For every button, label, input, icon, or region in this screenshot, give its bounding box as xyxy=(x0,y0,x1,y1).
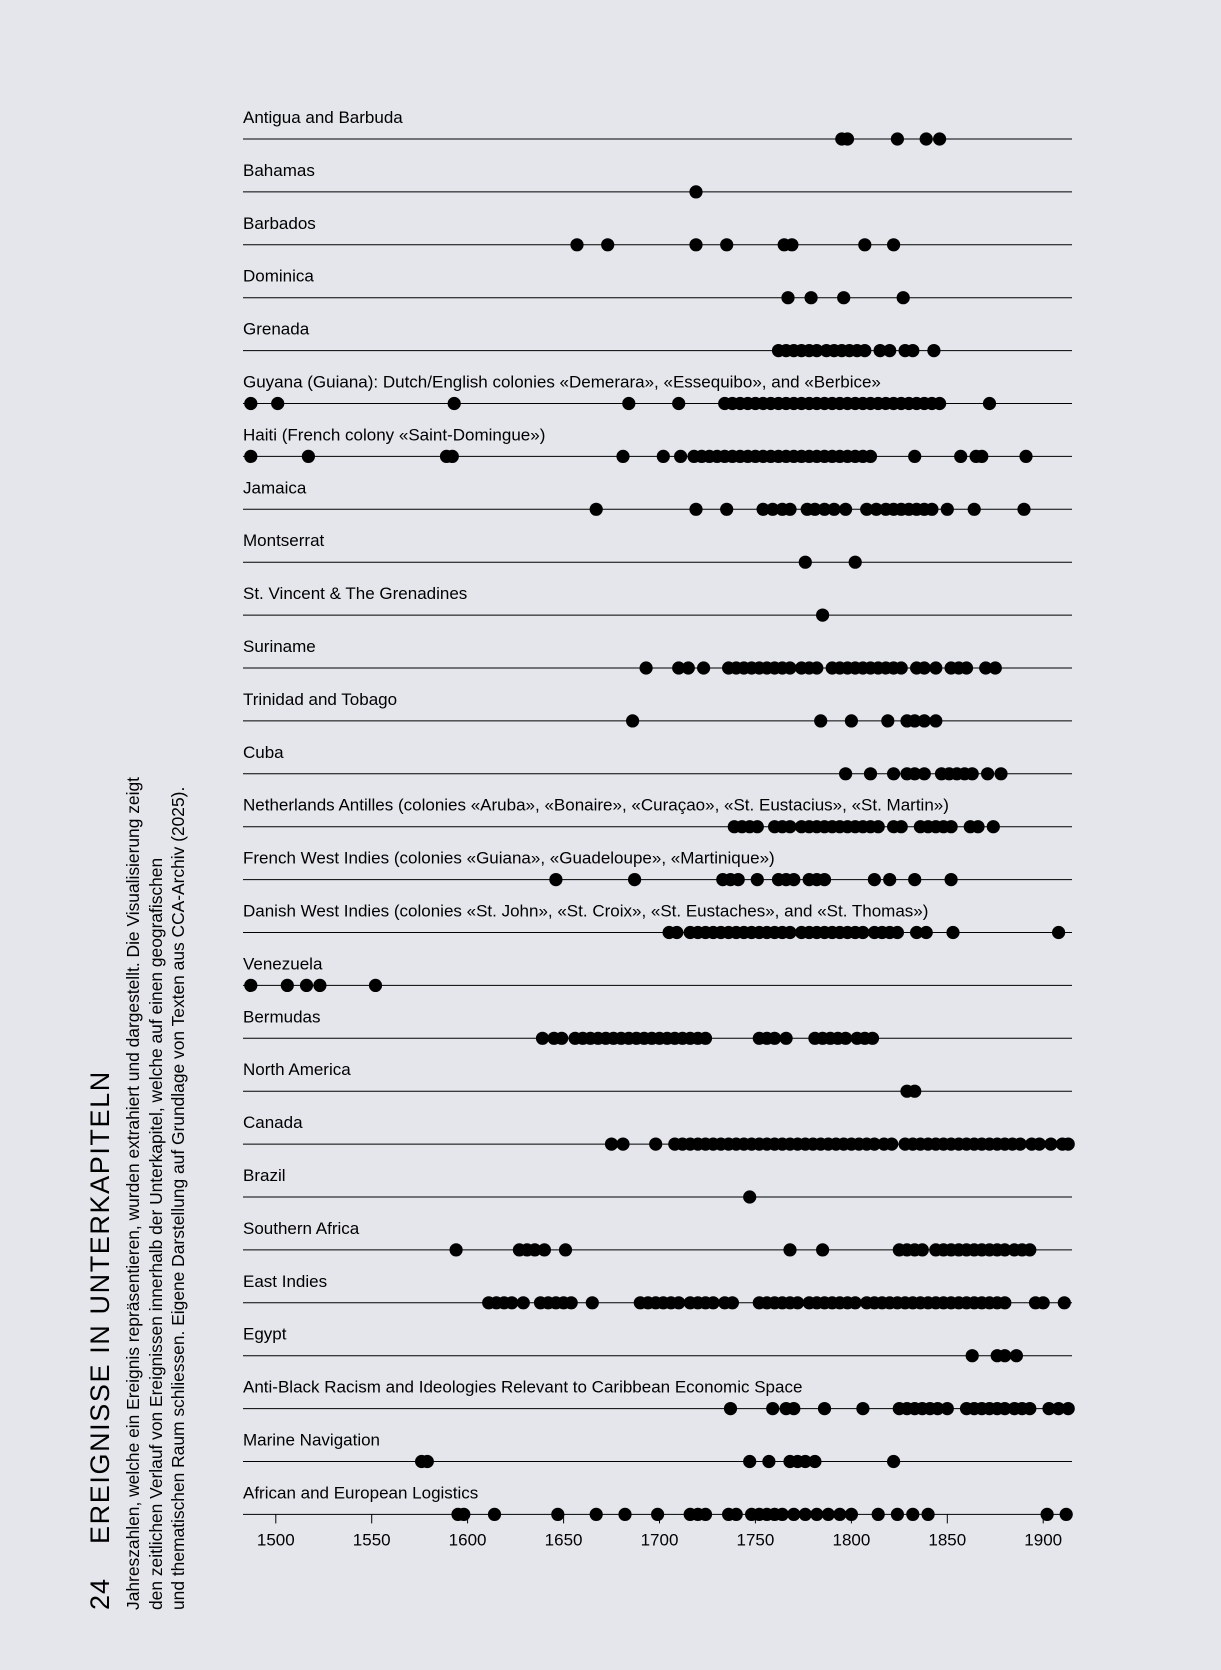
series-label: Danish West Indies (colonies «St. John», «St. Croix», «St. Eustaches», and «St. Thomas») xyxy=(243,901,929,921)
event-point xyxy=(891,926,904,939)
event-point xyxy=(628,873,641,886)
series-label: Guyana (Guiana): Dutch/English colonies «Demerara», «Essequibo», and «Berbice» xyxy=(243,372,881,392)
event-point xyxy=(954,450,967,463)
event-point xyxy=(808,1455,821,1468)
event-point xyxy=(781,291,794,304)
series-row xyxy=(243,1378,1075,1416)
event-point xyxy=(845,714,858,727)
event-point xyxy=(559,1243,572,1256)
event-point xyxy=(908,873,921,886)
x-tick-label: 1800 xyxy=(832,1530,871,1550)
event-point xyxy=(887,1455,900,1468)
series-row xyxy=(243,637,1072,675)
event-point xyxy=(787,1402,800,1415)
event-point xyxy=(300,979,313,992)
event-point xyxy=(244,397,257,410)
event-point xyxy=(783,926,796,939)
event-point xyxy=(960,661,973,674)
event-point xyxy=(783,661,796,674)
event-point xyxy=(872,820,885,833)
caption-line-1: Jahreszahlen, welche ein Ereignis repräsentieren, wurden extrahiert und dargestellt. Die Visualisierung zeigt xyxy=(123,777,143,1610)
series-row xyxy=(243,1060,1072,1098)
event-point xyxy=(616,450,629,463)
event-point xyxy=(281,979,294,992)
event-point xyxy=(457,1508,470,1521)
event-point xyxy=(590,1508,603,1521)
event-point xyxy=(922,1508,935,1521)
event-point xyxy=(918,714,931,727)
series-label: Bahamas xyxy=(243,160,315,180)
series-row xyxy=(243,849,1072,887)
event-point xyxy=(626,714,639,727)
event-point xyxy=(864,767,877,780)
event-point xyxy=(818,1402,831,1415)
event-point xyxy=(872,1508,885,1521)
event-point xyxy=(966,1349,979,1362)
event-point xyxy=(783,503,796,516)
event-point xyxy=(605,1138,618,1151)
event-point xyxy=(1010,1349,1023,1362)
series-label: Anti-Black Racism and Ideologies Relevant to Caribbean Economic Space xyxy=(243,1377,803,1397)
event-point xyxy=(1023,1243,1036,1256)
event-point xyxy=(787,1508,800,1521)
event-point xyxy=(945,820,958,833)
event-point xyxy=(897,291,910,304)
event-point xyxy=(908,1085,921,1098)
event-point xyxy=(822,1508,835,1521)
series-row xyxy=(243,478,1072,516)
event-point xyxy=(866,1032,879,1045)
event-point xyxy=(989,661,1002,674)
event-point xyxy=(906,1508,919,1521)
event-point xyxy=(555,1032,568,1045)
event-point xyxy=(918,767,931,780)
event-point xyxy=(941,1402,954,1415)
event-point xyxy=(858,344,871,357)
event-point xyxy=(887,238,900,251)
event-point xyxy=(517,1296,530,1309)
event-point xyxy=(987,820,1000,833)
event-point xyxy=(891,132,904,145)
series-label: Montserrat xyxy=(243,531,325,551)
event-point xyxy=(689,503,702,516)
event-point xyxy=(446,450,459,463)
event-point xyxy=(908,450,921,463)
event-point xyxy=(448,397,461,410)
event-point xyxy=(751,873,764,886)
series-label: Venezuela xyxy=(243,954,323,974)
event-point xyxy=(565,1296,578,1309)
event-point xyxy=(1062,1138,1075,1151)
event-point xyxy=(920,926,933,939)
series-row xyxy=(243,584,1072,622)
x-tick-label: 1650 xyxy=(544,1530,583,1550)
event-point xyxy=(816,609,829,622)
event-point xyxy=(1017,503,1030,516)
section-title: EREIGNISSE IN UNTERKAPITELN xyxy=(85,1070,115,1544)
event-point xyxy=(839,503,852,516)
event-point xyxy=(966,767,979,780)
event-point xyxy=(891,1508,904,1521)
event-point xyxy=(941,503,954,516)
event-point xyxy=(885,1138,898,1151)
series-label: Netherlands Antilles (colonies «Aruba», «Bonaire», «Curaçao», «St. Eustacius», «St. Martin») xyxy=(243,795,949,815)
event-point xyxy=(682,661,695,674)
x-tick-label: 1850 xyxy=(928,1530,967,1550)
event-point xyxy=(699,1032,712,1045)
series-row xyxy=(243,214,1072,252)
event-point xyxy=(536,1032,549,1045)
event-point xyxy=(883,873,896,886)
series-label: East Indies xyxy=(243,1271,328,1291)
event-point xyxy=(720,238,733,251)
event-point xyxy=(505,1296,518,1309)
event-point xyxy=(450,1243,463,1256)
event-point xyxy=(601,238,614,251)
series-row xyxy=(243,1483,1073,1521)
event-point xyxy=(689,185,702,198)
series-label: Suriname xyxy=(243,637,316,656)
event-point xyxy=(856,1402,869,1415)
event-point xyxy=(421,1455,434,1468)
event-point xyxy=(551,1508,564,1521)
series-label: Bermudas xyxy=(243,1007,321,1027)
series-row xyxy=(243,425,1072,463)
event-point xyxy=(981,767,994,780)
series-row xyxy=(243,108,1072,146)
event-point xyxy=(672,397,685,410)
event-point xyxy=(622,397,635,410)
event-point xyxy=(488,1508,501,1521)
event-point xyxy=(726,1296,739,1309)
series-row xyxy=(243,796,1072,834)
x-tick-label: 1900 xyxy=(1024,1530,1063,1550)
series-row xyxy=(243,1272,1072,1310)
event-point xyxy=(1023,1402,1036,1415)
event-point xyxy=(657,450,670,463)
series-row xyxy=(243,373,1072,411)
caption-line-2: den zeitlichen Verlauf von Ereignissen innerhalb der Unterkapitel, welche auf einen geografischen xyxy=(145,857,166,1610)
event-point xyxy=(649,1138,662,1151)
series-label: Haiti (French colony «Saint-Domingue») xyxy=(243,425,546,445)
event-point xyxy=(945,873,958,886)
series-label: Cuba xyxy=(243,742,284,762)
event-point xyxy=(743,1190,756,1203)
event-point xyxy=(766,1402,779,1415)
series-label: St. Vincent & The Grenadines xyxy=(243,584,468,604)
event-point xyxy=(983,397,996,410)
event-point xyxy=(1037,1296,1050,1309)
series-label: Jamaica xyxy=(243,478,307,498)
event-point xyxy=(868,873,881,886)
series-label: Trinidad and Tobago xyxy=(243,689,398,709)
series-label: Dominica xyxy=(243,266,314,286)
event-point xyxy=(895,820,908,833)
event-point xyxy=(933,397,946,410)
side-caption-block xyxy=(85,610,190,1610)
event-point xyxy=(839,1032,852,1045)
series-row xyxy=(243,1431,1072,1469)
event-point xyxy=(549,873,562,886)
x-tick-label: 1550 xyxy=(352,1530,391,1550)
event-point xyxy=(998,1296,1011,1309)
event-point xyxy=(883,344,896,357)
event-point xyxy=(244,979,257,992)
event-point xyxy=(933,132,946,145)
event-point xyxy=(640,661,653,674)
series-row xyxy=(243,267,1072,305)
event-point xyxy=(674,450,687,463)
event-point xyxy=(1060,1508,1073,1521)
series-label: Antigua and Barbuda xyxy=(243,108,403,127)
series-row xyxy=(243,320,1072,358)
series-row xyxy=(243,1113,1075,1151)
event-point xyxy=(313,979,326,992)
event-point xyxy=(570,238,583,251)
event-point xyxy=(856,926,869,939)
series-row xyxy=(243,1007,1072,1045)
series-label: Marine Navigation xyxy=(243,1430,381,1450)
series-row xyxy=(243,1325,1072,1363)
event-point xyxy=(810,1508,823,1521)
event-point xyxy=(816,1243,829,1256)
event-point xyxy=(586,1296,599,1309)
figure-caption xyxy=(122,610,190,1610)
event-point xyxy=(864,450,877,463)
event-point xyxy=(707,1296,720,1309)
series-row xyxy=(243,531,1072,569)
series-label: Southern Africa xyxy=(243,1218,360,1238)
event-point xyxy=(791,1296,804,1309)
event-point xyxy=(697,661,710,674)
event-point xyxy=(971,820,984,833)
event-point xyxy=(828,503,841,516)
series-label: Grenada xyxy=(243,319,310,339)
event-point xyxy=(672,1296,685,1309)
event-point xyxy=(751,820,764,833)
event-point xyxy=(920,132,933,145)
event-point xyxy=(918,661,931,674)
event-point xyxy=(699,1508,712,1521)
event-point xyxy=(618,1508,631,1521)
event-point xyxy=(895,661,908,674)
event-point xyxy=(1058,1296,1071,1309)
event-point xyxy=(833,1508,846,1521)
event-point xyxy=(1014,1138,1027,1151)
series-row xyxy=(243,161,1072,199)
event-point xyxy=(799,556,812,569)
event-point xyxy=(837,291,850,304)
event-point xyxy=(841,132,854,145)
event-point xyxy=(994,767,1007,780)
series-row xyxy=(243,690,1072,728)
event-point xyxy=(818,873,831,886)
event-point xyxy=(590,503,603,516)
event-point xyxy=(968,503,981,516)
event-point xyxy=(925,503,938,516)
event-point xyxy=(975,450,988,463)
event-point xyxy=(768,1032,781,1045)
x-tick-label: 1600 xyxy=(448,1530,487,1550)
event-point xyxy=(849,1296,862,1309)
event-point xyxy=(1019,450,1032,463)
event-point xyxy=(916,1243,929,1256)
event-point xyxy=(929,714,942,727)
event-point xyxy=(732,873,745,886)
event-point xyxy=(783,1243,796,1256)
event-point xyxy=(302,450,315,463)
event-point xyxy=(927,344,940,357)
series-row xyxy=(243,1219,1072,1257)
event-point xyxy=(724,1402,737,1415)
event-point xyxy=(1041,1508,1054,1521)
event-point xyxy=(849,556,862,569)
event-point xyxy=(730,1508,743,1521)
event-point xyxy=(839,767,852,780)
series-label: French West Indies (colonies «Guiana», «Guadeloupe», «Martinique») xyxy=(243,848,775,868)
series-label: Brazil xyxy=(243,1166,286,1185)
event-point xyxy=(743,1455,756,1468)
event-point xyxy=(887,767,900,780)
series-row xyxy=(243,902,1072,940)
event-point xyxy=(787,873,800,886)
event-point xyxy=(369,979,382,992)
event-point xyxy=(906,344,919,357)
page-number: 24 xyxy=(85,1577,115,1610)
event-point xyxy=(776,1508,789,1521)
event-point xyxy=(762,1455,775,1468)
event-point xyxy=(1033,1138,1046,1151)
series-label: African and European Logistics xyxy=(243,1483,479,1503)
event-point xyxy=(858,238,871,251)
event-point xyxy=(783,820,796,833)
series-row xyxy=(243,954,1072,992)
event-point xyxy=(244,450,257,463)
event-point xyxy=(651,1508,664,1521)
x-tick-label: 1700 xyxy=(640,1530,679,1550)
series-label: Egypt xyxy=(243,1324,287,1344)
event-point xyxy=(785,238,798,251)
event-point xyxy=(616,1138,629,1151)
event-point xyxy=(271,397,284,410)
event-point xyxy=(814,714,827,727)
caption-line-3: und thematischen Raum schliessen. Eigene Darstellung auf Grundlage von Texten aus CCA-Archiv (2025). xyxy=(168,786,188,1610)
x-tick-label: 1500 xyxy=(256,1530,295,1550)
event-point xyxy=(881,714,894,727)
event-point xyxy=(810,661,823,674)
series-label: North America xyxy=(243,1060,351,1080)
event-point xyxy=(689,238,702,251)
series-label: Barbados xyxy=(243,213,316,233)
event-point xyxy=(799,1508,812,1521)
event-point xyxy=(720,503,733,516)
x-axis xyxy=(257,1514,1062,1549)
series-row xyxy=(243,1166,1072,1204)
event-point xyxy=(1062,1402,1075,1415)
heading xyxy=(85,610,116,1610)
event-point xyxy=(1044,1138,1057,1151)
series-row xyxy=(243,743,1072,781)
event-point xyxy=(538,1243,551,1256)
event-point xyxy=(780,1032,793,1045)
series-label: Canada xyxy=(243,1113,303,1133)
x-tick-label: 1750 xyxy=(736,1530,775,1550)
event-point xyxy=(670,926,683,939)
event-point xyxy=(1052,926,1065,939)
event-point xyxy=(946,926,959,939)
event-point xyxy=(929,661,942,674)
event-point xyxy=(998,1349,1011,1362)
event-point xyxy=(805,291,818,304)
